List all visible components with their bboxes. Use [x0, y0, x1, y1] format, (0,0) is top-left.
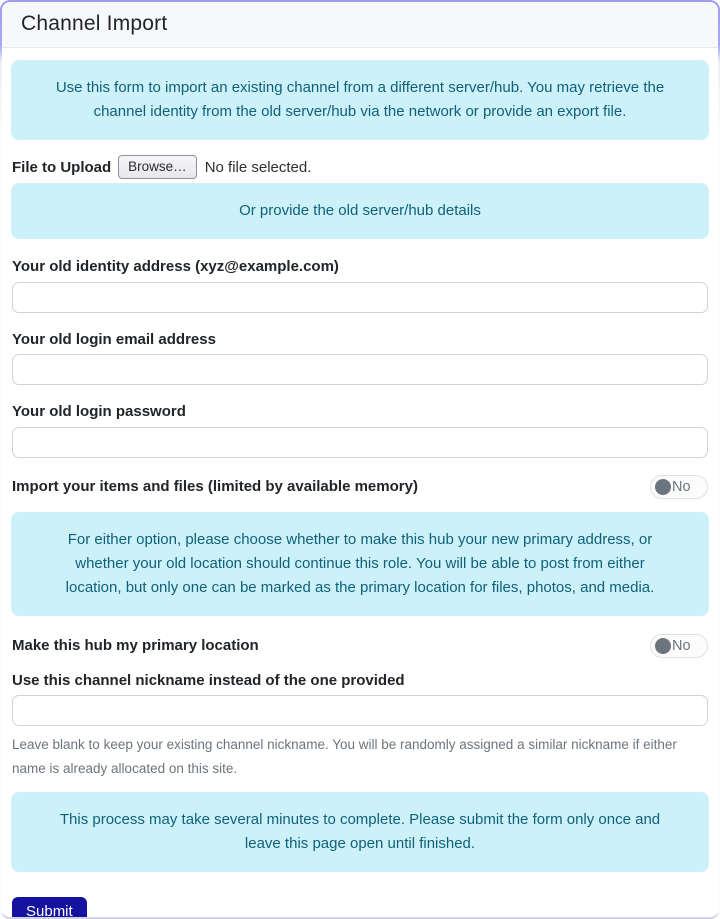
file-upload-group [12, 155, 708, 179]
identity-address-label: Your old identity address (xyz@example.com) [12, 258, 339, 275]
identity-address-input[interactable] [12, 282, 708, 313]
primary-location-toggle[interactable] [650, 634, 708, 658]
nickname-input[interactable] [12, 695, 708, 726]
intro-alert-text: Use this form to import an existing channel from a different server/hub. You may retrieve the channel identity from the old server/hub via the network or provide an export file. [55, 79, 665, 120]
or-details-alert-text: Or provide the old server/hub details [239, 202, 481, 219]
nickname-label: Use this channel nickname instead of the one provided [12, 671, 405, 689]
process-time-alert-text: This process may take several minutes to complete. Please submit the form only once and leave this page open until finished. [59, 811, 661, 853]
file-upload-status: No file selected. [204, 158, 312, 176]
or-details-alert [11, 183, 709, 239]
password-field[interactable] [12, 427, 708, 458]
import-items-toggle-state: No [672, 478, 691, 495]
primary-choice-alert [11, 512, 709, 616]
password-label: Your old login password [12, 403, 186, 420]
primary-location-toggle-state: No [672, 637, 691, 654]
file-upload-label: File to Upload [12, 158, 112, 176]
import-items-toggle[interactable] [650, 475, 708, 499]
email-field[interactable] [12, 354, 708, 385]
channel-import-card [2, 2, 718, 917]
nickname-help-text: Leave blank to keep your existing channel nickname. You will be randomly assigned a similar nickname if either name is already allocated on this site. [12, 737, 677, 776]
email-label: Your old login email address [12, 330, 216, 348]
toggle-knob-icon [655, 638, 671, 654]
browse-button[interactable]: Browse… [118, 155, 197, 179]
page-header [2, 2, 718, 48]
form-content [2, 48, 718, 917]
import-items-label: Import your items and files (limited by available memory) [12, 478, 418, 495]
primary-location-label: Make this hub my primary location [12, 637, 259, 654]
page-title: Channel Import [21, 12, 168, 35]
primary-location-toggle-row [12, 634, 708, 658]
primary-choice-alert-text: For either option, please choose whether to make this hub your new primary address, or whether your old location should continue this role. You will be able to post from either location, but only one can be marked as the primary location for files, photos, and media. [65, 530, 655, 596]
submit-button[interactable]: Submit [12, 897, 87, 917]
toggle-knob-icon [655, 479, 671, 495]
password-group [12, 402, 708, 458]
import-items-toggle-row [12, 475, 708, 499]
nickname-group [12, 671, 708, 781]
email-group [12, 330, 708, 386]
identity-address-group [12, 257, 708, 313]
intro-alert [11, 60, 709, 140]
process-time-alert [11, 792, 709, 872]
